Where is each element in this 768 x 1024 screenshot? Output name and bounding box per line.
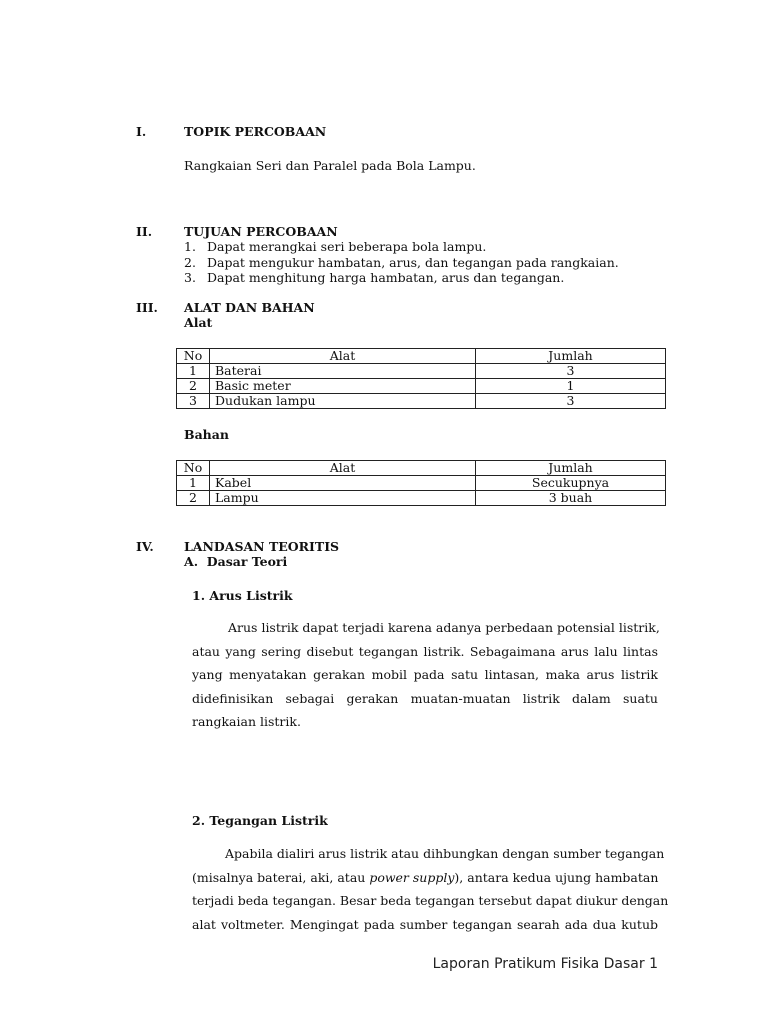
objective-text: Dapat mengukur hambatan, arus, dan tegangan pada rangkaian. bbox=[207, 255, 619, 270]
power-supply-term: power supply bbox=[369, 869, 455, 885]
objective-item bbox=[184, 270, 564, 285]
paragraph-line: didefinisikan sebagai gerakan muatan-muatan listrik dalam suatu bbox=[192, 690, 658, 706]
objective-text: Dapat merangkai seri beberapa bola lampu. bbox=[207, 239, 487, 254]
section-4-title: LANDASAN TEORITIS bbox=[184, 539, 340, 554]
cell-jumlah: 1 bbox=[476, 379, 666, 394]
paragraph-text: (misalnya baterai, aki, atau bbox=[192, 869, 370, 885]
cell-alat: Basic meter bbox=[210, 379, 476, 394]
tegangan-listrik-heading: 2. Tegangan Listrik bbox=[192, 813, 328, 828]
table-row bbox=[177, 364, 666, 379]
cell-jumlah: 3 bbox=[476, 394, 666, 409]
dasar-teori-subheading: A. Dasar Teori bbox=[184, 554, 288, 569]
cell-jumlah: 3 buah bbox=[476, 491, 666, 506]
header-jumlah: Jumlah bbox=[476, 349, 666, 364]
cell-alat: Baterai bbox=[210, 364, 476, 379]
tegangan-listrik-paragraph bbox=[192, 842, 669, 936]
header-alat: Alat bbox=[210, 349, 476, 364]
objective-item bbox=[184, 255, 619, 270]
arus-listrik-paragraph bbox=[192, 616, 658, 734]
objective-text: Dapat menghitung harga hambatan, arus dan tegangan. bbox=[207, 270, 565, 285]
bahan-table bbox=[176, 460, 666, 506]
header-alat: Alat bbox=[210, 461, 476, 476]
section-4-number: IV. bbox=[136, 539, 154, 554]
table-header-row bbox=[177, 349, 666, 364]
cell-no: 3 bbox=[177, 394, 210, 409]
section-2-number: II. bbox=[136, 224, 153, 239]
section-2-title: TUJUAN PERCOBAAN bbox=[184, 224, 338, 239]
objective-item bbox=[184, 239, 486, 254]
cell-no: 1 bbox=[177, 476, 210, 491]
paragraph-line: terjadi beda tegangan. Besar beda tegangan tersebut dapat diukur dengan bbox=[192, 893, 669, 908]
table-row bbox=[177, 379, 666, 394]
paragraph-line: rangkaian listrik. bbox=[192, 714, 301, 729]
cell-alat: Dudukan lampu bbox=[210, 394, 476, 409]
alat-subheading: Alat bbox=[184, 315, 213, 330]
cell-no: 2 bbox=[177, 379, 210, 394]
objective-number: 3. bbox=[184, 270, 196, 285]
paragraph-line: alat voltmeter. Mengingat pada sumber tegangan searah ada dua kutub bbox=[192, 916, 658, 932]
bahan-subheading: Bahan bbox=[184, 427, 229, 442]
paragraph-line: Apabila dialiri arus listrik atau dihbungkan dengan sumber tegangan bbox=[225, 846, 665, 861]
paragraph-line bbox=[192, 866, 658, 890]
objective-number: 1. bbox=[184, 239, 196, 254]
paragraph-line: atau yang sering disebut tegangan listrik. Sebagaimana arus lalu lintas bbox=[192, 643, 658, 659]
section-3-number: III. bbox=[136, 300, 158, 315]
header-no: No bbox=[177, 461, 210, 476]
page-footer: Laporan Pratikum Fisika Dasar 1 bbox=[432, 956, 658, 972]
paragraph-text: ), antara kedua ujung hambatan bbox=[454, 869, 659, 885]
alat-table bbox=[176, 348, 666, 409]
table-row bbox=[177, 476, 666, 491]
header-no: No bbox=[177, 349, 210, 364]
paragraph-line: Arus listrik dapat terjadi karena adanya perbedaan potensial listrik, bbox=[228, 620, 660, 635]
section-1-number: I. bbox=[136, 124, 147, 139]
cell-alat: Kabel bbox=[210, 476, 476, 491]
section-1-title: TOPIK PERCOBAAN bbox=[184, 124, 327, 139]
cell-jumlah: 3 bbox=[476, 364, 666, 379]
header-jumlah: Jumlah bbox=[476, 461, 666, 476]
table-header-row bbox=[177, 461, 666, 476]
table-row bbox=[177, 394, 666, 409]
objective-number: 2. bbox=[184, 255, 196, 270]
section-1-text: Rangkaian Seri dan Paralel pada Bola Lampu. bbox=[184, 158, 476, 173]
cell-alat: Lampu bbox=[210, 491, 476, 506]
cell-no: 2 bbox=[177, 491, 210, 506]
arus-listrik-heading: 1. Arus Listrik bbox=[192, 588, 293, 603]
section-3-title: ALAT DAN BAHAN bbox=[184, 300, 315, 315]
paragraph-line: yang menyatakan gerakan mobil pada satu lintasan, maka arus listrik bbox=[192, 667, 658, 682]
cell-jumlah: Secukupnya bbox=[476, 476, 666, 491]
cell-no: 1 bbox=[177, 364, 210, 379]
table-row bbox=[177, 491, 666, 506]
